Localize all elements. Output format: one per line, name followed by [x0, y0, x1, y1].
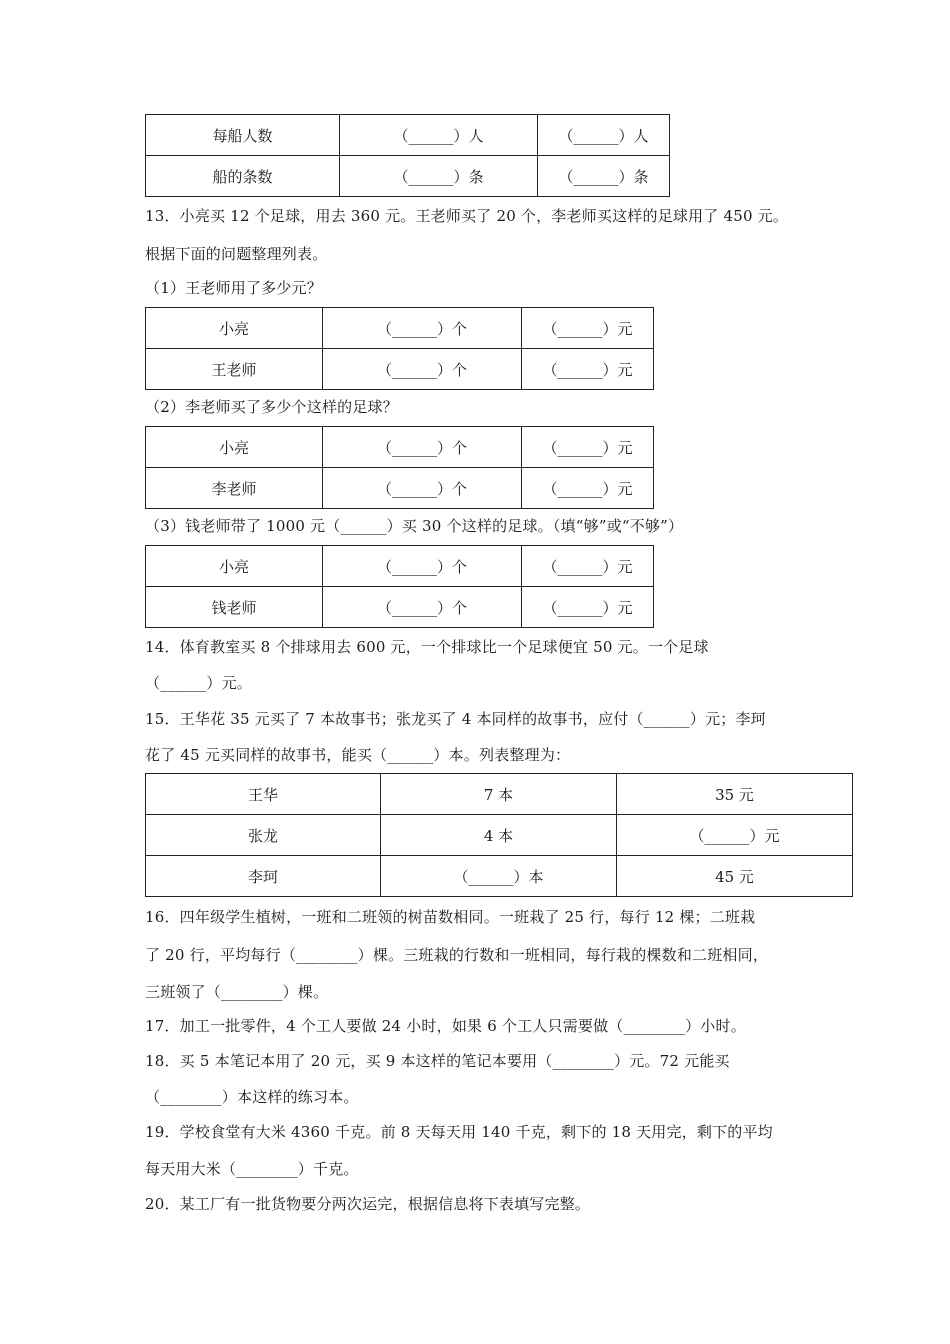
question-16-text: 16．四年级学生植树，一班和二班领的树苗数相同。一班栽了 25 行，每行 12 棵；二班栽 [145, 908, 756, 926]
answer-blank[interactable]: （______）元 [522, 546, 654, 587]
answer-blank[interactable]: （______）元 [522, 427, 654, 468]
table-cell: 张龙 [146, 815, 381, 856]
answer-blank[interactable]: （______）元 [522, 587, 654, 628]
q13-table-2 [145, 426, 654, 509]
table-cell: 李珂 [146, 856, 381, 897]
answer-blank[interactable]: （______）本 [381, 856, 617, 897]
table-cell: 小亮 [146, 427, 323, 468]
question-16-text-3: 三班领了（________）棵。 [145, 983, 329, 1001]
answer-blank[interactable]: （______）条 [340, 156, 538, 197]
answer-blank[interactable]: （______）个 [323, 427, 522, 468]
table-cell: 钱老师 [146, 587, 323, 628]
table-cell: 4 本 [381, 815, 617, 856]
table-cell: 45 元 [617, 856, 853, 897]
table-cell: 小亮 [146, 546, 323, 587]
table-row [146, 774, 853, 815]
table-row [146, 427, 654, 468]
table-row [146, 308, 654, 349]
question-14-text-2: （______）元。 [145, 674, 253, 692]
q15-table [145, 773, 853, 897]
answer-blank[interactable]: （______）元 [617, 815, 853, 856]
question-15-text: 15．王华花 35 元买了 7 本故事书；张龙买了 4 本同样的故事书，应付（______）元；李珂 [145, 710, 766, 728]
table-row [146, 546, 654, 587]
answer-blank[interactable]: （______）元 [522, 468, 654, 509]
boat-table [145, 114, 670, 197]
answer-blank[interactable]: （______）个 [323, 349, 522, 390]
question-18-text-2: （________）本这样的练习本。 [145, 1088, 359, 1106]
table-cell: 王老师 [146, 349, 323, 390]
answer-blank[interactable]: （______）个 [323, 468, 522, 509]
answer-blank[interactable]: （______）个 [323, 308, 522, 349]
table-cell: 小亮 [146, 308, 323, 349]
q13-table-3 [145, 545, 654, 628]
answer-blank[interactable]: （______）条 [538, 156, 670, 197]
table-cell: 7 本 [381, 774, 617, 815]
question-13-sub-2: （2）李老师买了多少个这样的足球？ [145, 398, 398, 416]
table-row [146, 856, 853, 897]
answer-blank[interactable]: （______）个 [323, 546, 522, 587]
question-19-text-2: 每天用大米（________）千克。 [145, 1160, 359, 1178]
q13-table-1 [145, 307, 654, 390]
answer-blank[interactable]: （______）个 [323, 587, 522, 628]
question-18-text: 18．买 5 本笔记本用了 20 元，买 9 本这样的笔记本要用（________）元。72 元能买 [145, 1052, 730, 1070]
table-cell: 35 元 [617, 774, 853, 815]
table-cell: 每船人数 [146, 115, 340, 156]
question-19-text: 19．学校食堂有大米 4360 千克。前 8 天每天用 140 千克，剩下的 18 天用完，剩下的平均 [145, 1123, 773, 1141]
question-15-text-2: 花了 45 元买同样的故事书，能买（______）本。列表整理为： [145, 746, 571, 764]
question-13-sub-1: （1）王老师用了多少元？ [145, 279, 322, 297]
table-cell: 李老师 [146, 468, 323, 509]
question-16-text-2: 了 20 行，平均每行（________）棵。三班栽的行数和一班相同，每行栽的棵数和二班相同， [145, 946, 769, 964]
table-row [146, 349, 654, 390]
table-cell: 王华 [146, 774, 381, 815]
question-14-text: 14．体育教室买 8 个排球用去 600 元，一个排球比一个足球便宜 50 元。一个足球 [145, 638, 709, 656]
answer-blank[interactable]: （______）人 [340, 115, 538, 156]
table-cell: 船的条数 [146, 156, 340, 197]
answer-blank[interactable]: （______）元 [522, 349, 654, 390]
table-row [146, 156, 670, 197]
table-row [146, 468, 654, 509]
table-row [146, 815, 853, 856]
table-row [146, 587, 654, 628]
question-13-text-2: 根据下面的问题整理列表。 [145, 245, 328, 263]
table-row [146, 115, 670, 156]
answer-blank[interactable]: （______）元 [522, 308, 654, 349]
question-13-sub-3: （3）钱老师带了 1000 元（______）买 30 个这样的足球。（填“够”或“不够”） [145, 517, 684, 535]
question-13-text: 13．小亮买 12 个足球，用去 360 元。王老师买了 20 个，李老师买这样的足球用了 450 元。 [145, 207, 789, 225]
question-17-text: 17．加工一批零件，4 个工人要做 24 小时，如果 6 个工人只需要做（________）小时。 [145, 1017, 746, 1035]
question-20-text: 20．某工厂有一批货物要分两次运完，根据信息将下表填写完整。 [145, 1195, 591, 1213]
answer-blank[interactable]: （______）人 [538, 115, 670, 156]
